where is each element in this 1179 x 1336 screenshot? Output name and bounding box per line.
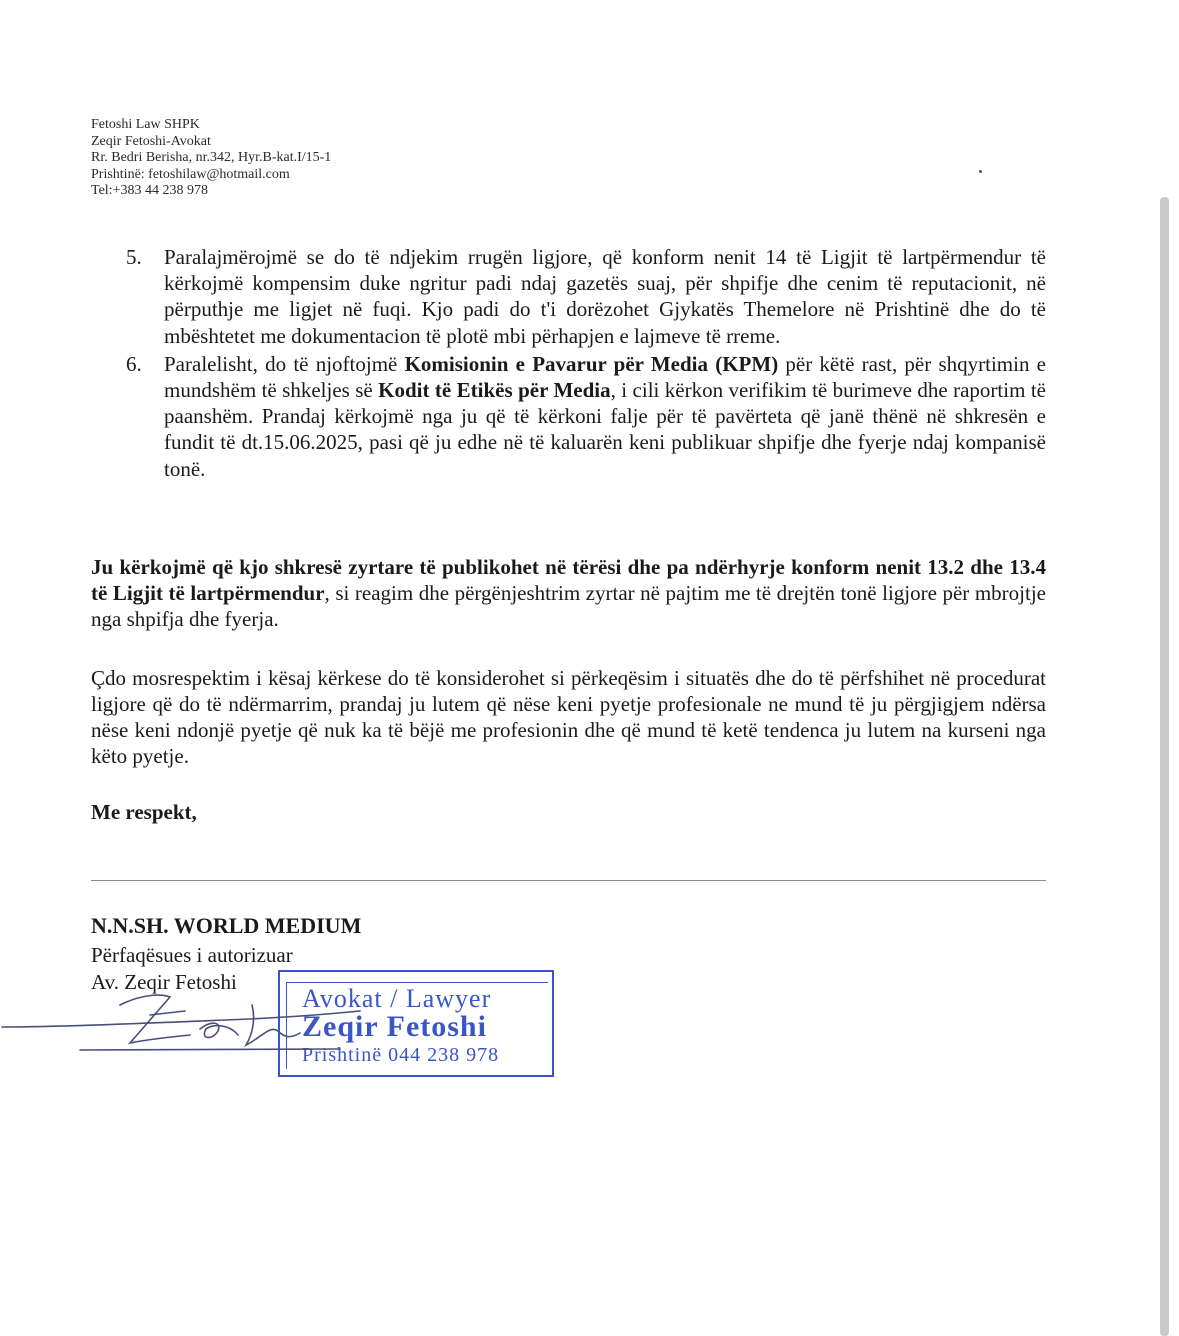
divider	[91, 880, 1046, 881]
numbered-list	[0, 244, 1179, 482]
firm-name: Fetoshi Law SHPK	[91, 117, 200, 132]
stamp-title: Avokat / Lawyer	[302, 984, 492, 1013]
stray-dot	[979, 170, 982, 173]
signer-name: Av. Zeqir Fetoshi	[91, 970, 237, 994]
list-text-part: , i cili kërkon verifikim të burimeve dhe raportim të paanshëm. Prandaj kërkojmë nga ju që të kërkoni falje për të pavërteta që janë thënë në shkresën e fundit të dt.15.06.2025, pasi që ju edhe në të kaluarën keni publikuar shpifje dhe fyerje ndaj kompanisë tonë.	[164, 378, 1047, 481]
phone: Tel:+383 44 238 978	[91, 183, 208, 198]
signer-role: Përfaqësues i autorizuar	[91, 943, 293, 967]
list-number: 6.	[126, 351, 142, 376]
paragraph-text: , si reagim dhe përgënjeshtrim zyrtar në pajtim me të drejtën tonë ligjore për mbrojtje nga shpifja dhe fyerja.	[91, 581, 1046, 631]
list-text: Paralajmërojmë se do të ndjekim rrugën ligjore, që konform nenit 14 të Ligjit të lartpërmendur të kërkojmë kompensim duke ngritur padi ndaj gazetës suaj, për shpifje dhe cenim të reputacionit, në përputhje me ligjet në fuqi. Kjo padi do t'i dorëzohet Gjykatës Themelore në Prishtinë dhe do të mbështetet me dokumentacion të plotë mbi përhapjen e lajmeve të rreme.	[164, 245, 1046, 348]
code-name: Kodit të Etikës për Media	[378, 378, 611, 403]
stamp-name: Zeqir Fetoshi	[302, 1010, 487, 1043]
commission-name: Komisionin e Pavarur për Media (KPM)	[404, 351, 779, 376]
address: Rr. Bedri Berisha, nr.342, Hyr.B-kat.I/15-1	[91, 150, 332, 165]
list-item	[126, 244, 1046, 349]
warning-paragraph: Çdo mosrespektim i kësaj kërkese do të konsiderohet si përkeqësim i situatës dhe do të përfshihet në procedurat ligjore që do të ndërmarrim, prandaj ju lutem që nëse keni pyetje profesionale ne mund të ju përgjigjem ndërsa nëse keni ndonjë pyetje që nuk ka të bëjë me profesionin dhe që mund të ketë tendenca ju lutem na kurseni nga këto pyetje.	[91, 666, 1046, 768]
closing: Me respekt,	[91, 800, 197, 824]
lawyer-name: Zeqir Fetoshi-Avokat	[91, 133, 211, 149]
letterhead	[91, 117, 331, 200]
stamp-location-phone: Prishtinë 044 238 978	[302, 1044, 500, 1066]
paragraph-bold-text: Ju kërkojmë që kjo shkresë zyrtare të publikohet në tërësi dhe pa ndërhyrje konform nenit 13.2 dhe 13.4 të Ligjit të lartpërmendur	[91, 555, 1046, 605]
organization-name: N.N.SH. WORLD MEDIUM	[91, 913, 362, 938]
scrollbar[interactable]	[1160, 197, 1169, 1336]
city-email: Prishtinë: fetoshilaw@hotmail.com	[91, 166, 290, 182]
publication-request-paragraph	[91, 554, 1046, 632]
list-text-part: për këtë rast, për shqyrtimin e mundshëm të shkeljes së	[164, 351, 1046, 403]
list-item	[126, 351, 1047, 482]
handwritten-signature	[0, 965, 380, 1065]
list-text-part: Paralelisht, do të njoftojmë	[164, 351, 405, 376]
list-number: 5.	[126, 245, 142, 269]
